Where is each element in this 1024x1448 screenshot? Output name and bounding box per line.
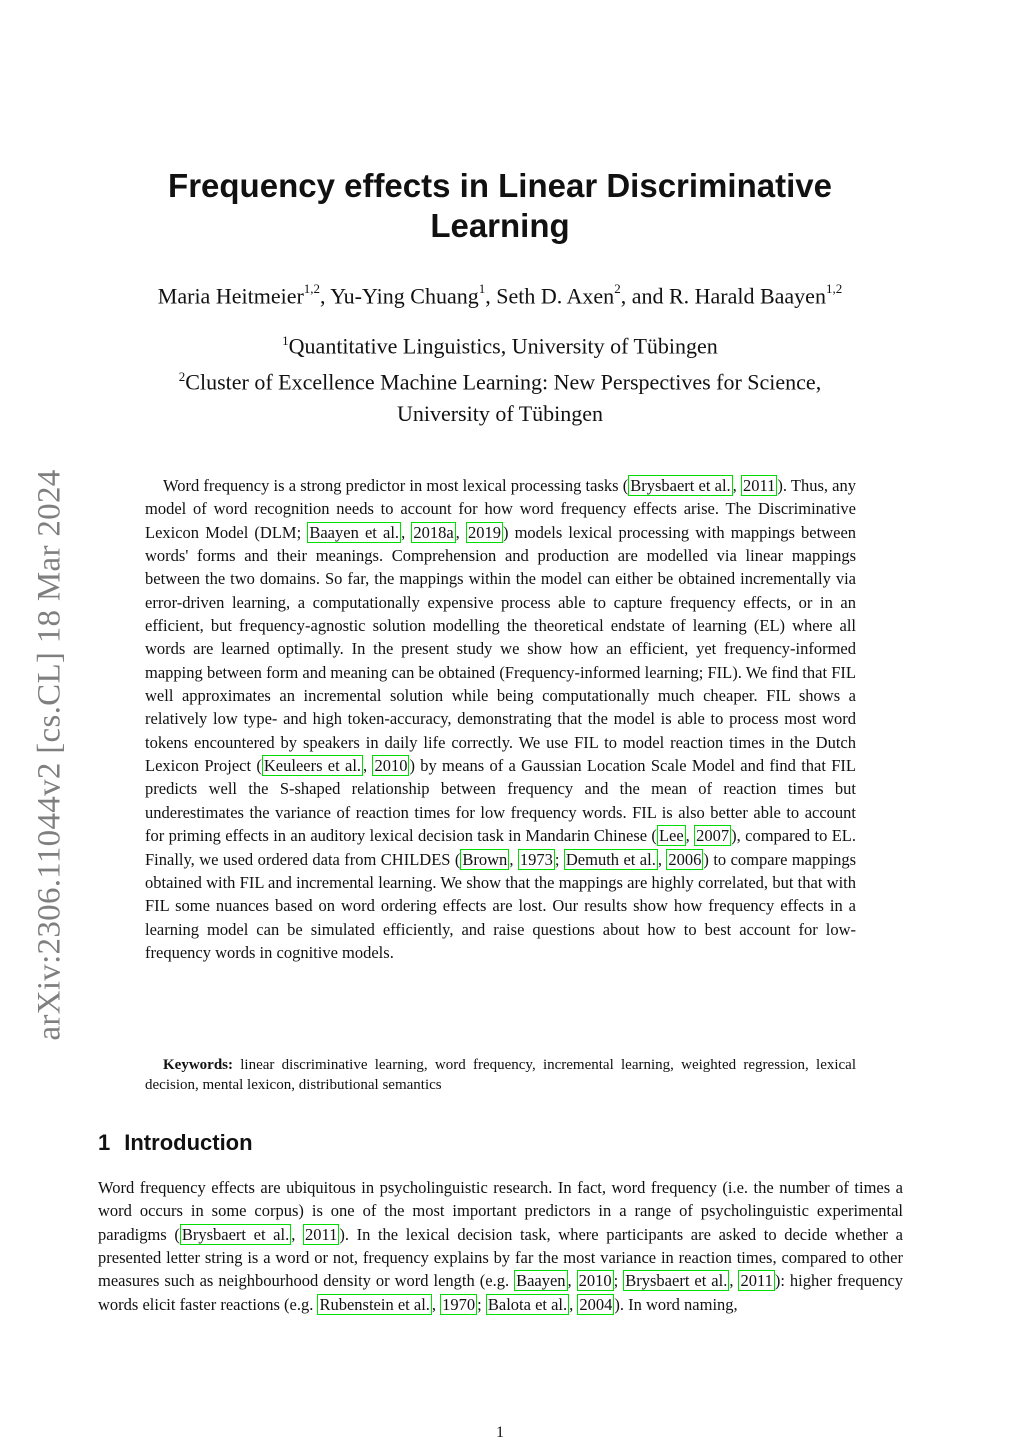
abstract-text: ). Thus, any model of word recognition needs to account for how word frequency effects arise. The Discriminative Lexicon Model (DLM;: [145, 476, 856, 542]
citation-link[interactable]: 2007: [696, 826, 730, 846]
abstract-text: ,: [509, 849, 518, 869]
citation-link[interactable]: Balota et al.: [487, 1294, 568, 1314]
abstract-text: Word frequency is a strong predictor in most lexical processing tasks (: [163, 476, 629, 495]
author-name: Seth D. Axen: [496, 283, 615, 309]
intro-paragraph: [98, 1176, 903, 1316]
abstract-text: ), compared to EL. Finally, we used ordered data from CHILDES (: [145, 826, 856, 869]
citation-link[interactable]: 1973: [519, 849, 553, 869]
page-number: 1: [496, 1424, 504, 1441]
citation-link[interactable]: Brysbaert et al.: [181, 1224, 290, 1244]
keywords: [145, 1055, 856, 1095]
intro-text: ,: [431, 1294, 441, 1314]
author-name: Maria Heitmeier: [157, 283, 304, 309]
abstract-text: ;: [554, 849, 564, 869]
keywords-label: Keywords:: [163, 1057, 233, 1073]
section-number: 1: [98, 1130, 111, 1155]
citation-link[interactable]: Lee: [658, 826, 684, 846]
citation-link[interactable]: 2010: [374, 756, 408, 776]
citation-link[interactable]: Brysbaert et al.: [630, 476, 731, 495]
abstract-text: ,: [732, 476, 741, 495]
citation-link[interactable]: 2004: [579, 1294, 613, 1314]
citation-link[interactable]: Baayen et al.: [309, 522, 400, 542]
intro-text: ): higher frequency words elicit faster reactions (e.g.: [98, 1271, 904, 1314]
intro-text: ,: [729, 1271, 739, 1291]
paper-title: Frequency effects in Linear Discriminative Learning: [168, 167, 832, 244]
author-affiliation-mark: 1,2: [825, 281, 843, 296]
citation-link[interactable]: Demuth et al.: [565, 849, 656, 869]
intro-text: ,: [569, 1294, 578, 1314]
abstract-text: ) models lexical processing with mappings between words' forms and their meanings. Comprehension and production are modelled via linear mappings between the two domains. So far, the mappings within the model can either be obtained incrementally via error-driven learning, a computationally expensive process able to capture frequency effects, or in an efficient, but frequency-agnostic solution modelling the theoretical endstate of learning (EL) where all words are learned optimally. In the present study we show how an efficient, yet frequency-informed mapping between form and meaning can be obtained (Frequency-informed learning; FIL). We find that FIL well approximates an incremental solution while being computationally much cheaper. FIL shows a relatively low type- and high token-accuracy, demonstrating that the model is able to process most word tokens encountered by speakers in daily life correctly. We use FIL to model reaction times in the Dutch Lexicon Project (: [145, 522, 857, 776]
intro-text: ,: [567, 1271, 577, 1291]
author-name: R. Harald Baayen: [668, 283, 826, 309]
citation-link[interactable]: Baayen: [516, 1271, 566, 1291]
citation-link[interactable]: 2019: [467, 522, 501, 542]
citation-link[interactable]: 2006: [668, 849, 702, 869]
citation-link[interactable]: 2011: [742, 476, 776, 495]
abstract-text: ) by means of a Gaussian Location Scale Model and find that FIL predicts well the S-shaped relationship between frequency and the mean of reaction times but underestimates the variance of reaction times for low frequency words. FIL is also better able to account for priming effects in an auditory lexical decision task in Mandarin Chinese (: [145, 756, 857, 846]
author-separator: ,: [485, 283, 497, 309]
keywords-text: linear discriminative learning, word frequency, incremental learning, weighted regression, lexical decision, mental lexicon, distributional semantics: [145, 1057, 857, 1093]
affiliation-line: [100, 361, 900, 397]
citation-link[interactable]: 2011: [740, 1271, 773, 1291]
citation-link[interactable]: Brown: [462, 849, 508, 869]
author-name: Yu-Ying Chuang: [330, 283, 479, 309]
citation-link[interactable]: Brysbaert et al.: [625, 1271, 728, 1291]
affiliation-line: [100, 325, 900, 361]
intro-text: ). In the lexical decision task, where participants are asked to decide whether a presented letter string is a word or not, frequency explains by far the most variance in reaction times, compared to other measures such as neighbourhood density or word length (e.g.: [98, 1224, 903, 1291]
affiliation-text: Cluster of Excellence Machine Learning: New Perspectives for Science,: [185, 369, 822, 395]
intro-text: ,: [291, 1224, 303, 1244]
author-separator: , and: [620, 283, 669, 309]
affiliation-line: [100, 398, 900, 429]
abstract: [145, 474, 856, 964]
affiliation-mark: 1: [282, 333, 289, 348]
affiliations: [100, 325, 900, 429]
citation-link[interactable]: 2018a: [413, 522, 454, 542]
introduction-body: [98, 1176, 903, 1316]
author-list: [60, 276, 940, 311]
author-affiliation-mark: 1: [478, 281, 486, 296]
author-affiliation-mark: 2: [614, 281, 621, 296]
abstract-text: ,: [363, 756, 373, 776]
affiliation-mark: 2: [178, 369, 186, 385]
author-affiliation-mark: 1,2: [303, 281, 321, 296]
intro-text: ). In word naming,: [614, 1294, 738, 1314]
abstract-text: ) to compare mappings obtained with FIL and incremental learning. We show that the mappings are highly correlated, but that with FIL some nuances based on word ordering effects are lost. Our results show how frequency effects in a learning model can be simulated efficiently, and raise questions about how to best account for low-frequency words in cognitive models.: [145, 849, 856, 962]
abstract-text: ,: [685, 826, 695, 846]
abstract-text: ,: [455, 522, 466, 542]
author-separator: ,: [320, 283, 331, 309]
citation-link[interactable]: 2011: [304, 1224, 338, 1244]
citation-link[interactable]: Rubenstein et al.: [319, 1294, 430, 1314]
abstract-text: ,: [401, 522, 412, 542]
abstract-text: ,: [657, 849, 667, 869]
citation-link[interactable]: 2010: [578, 1271, 612, 1291]
section-heading: [98, 1128, 253, 1158]
arxiv-identifier: arXiv:2306.11044v2 [cs.CL] 18 Mar 2024: [31, 469, 68, 1041]
abstract-paragraph: [145, 474, 856, 964]
citation-link[interactable]: Keuleers et al.: [263, 756, 362, 776]
section-title: Introduction: [124, 1130, 253, 1155]
intro-text: Word frequency effects are ubiquitous in psycholinguistic research. In fact, word frequency (i.e. the number of times a word occurs in some corpus) is one of the most important predictors in a range of psycholinguistic experimental paradigms (: [98, 1178, 903, 1244]
intro-text: ;: [477, 1294, 486, 1314]
affiliation-text: University of Tübingen: [396, 400, 604, 426]
citation-link[interactable]: 1970: [442, 1294, 476, 1314]
intro-text: ;: [613, 1271, 624, 1291]
affiliation-text: Quantitative Linguistics, University of Tübingen: [288, 333, 718, 359]
